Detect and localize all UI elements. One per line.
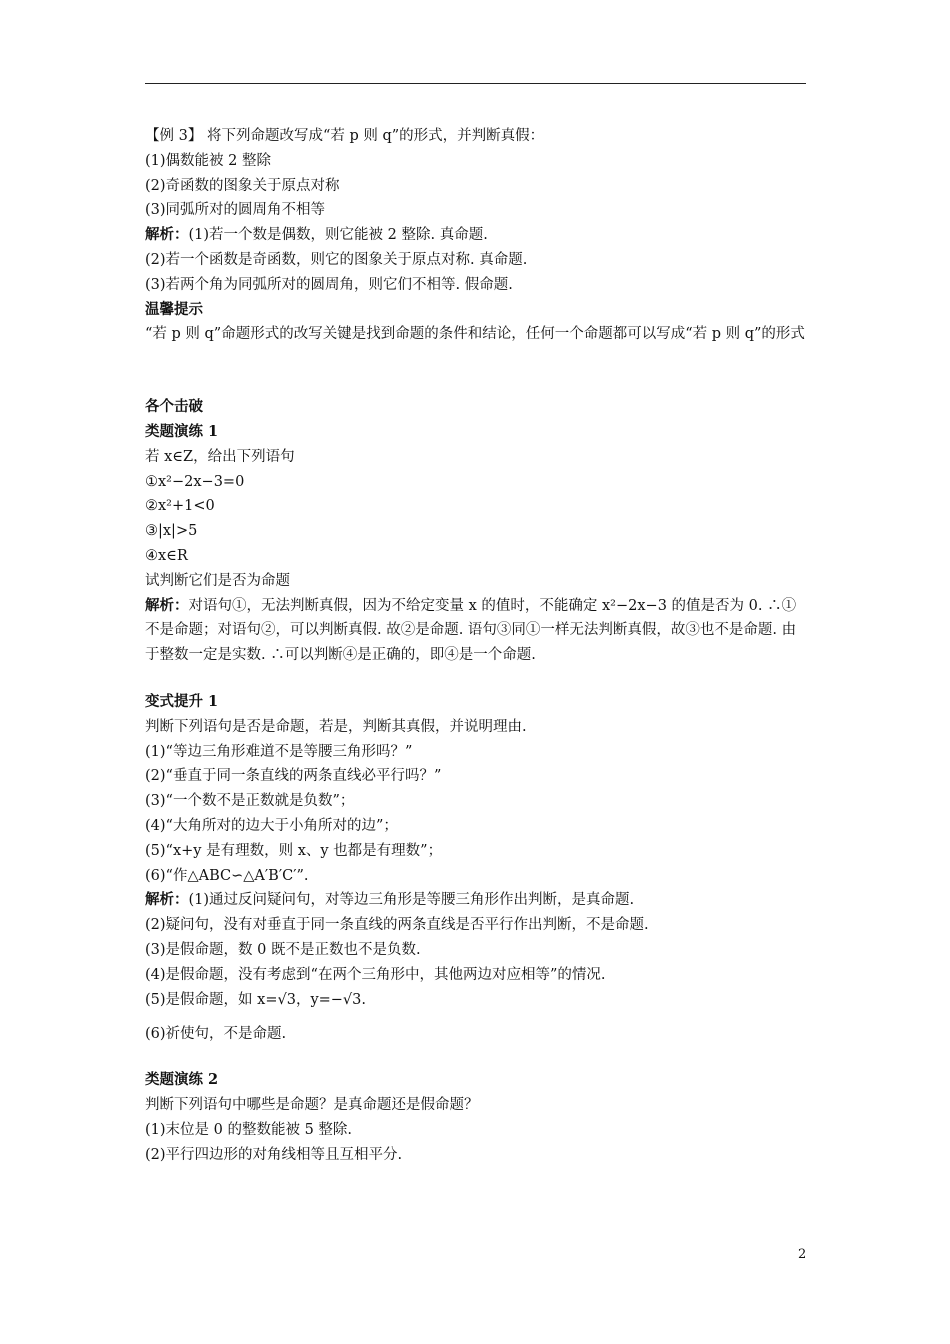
practice2-question: 判断下列语句中哪些是命题？是真命题还是假命题？ bbox=[145, 1097, 479, 1114]
example3-title: 【例 3】 将下列命题改写成“若 p 则 q”的形式，并判断真假： bbox=[145, 128, 545, 144]
header-rule bbox=[145, 83, 806, 84]
practice1-analysis bbox=[145, 594, 810, 668]
variant1-question: 判断下列语句是否是命题，若是，判断其真假，并说明理由. bbox=[145, 718, 527, 735]
practice2-item-2: (2)平行四边形的对角线相等且互相平分. bbox=[145, 1146, 403, 1163]
analysis-text: (1)若一个数是偶数，则它能被 2 整除. 真命题. bbox=[188, 227, 488, 244]
analysis-label: 解析： bbox=[145, 226, 189, 244]
analysis-label: 解析： bbox=[145, 891, 189, 909]
variant1-item-6: (6)“作△ABC∽△A′B′C′”. bbox=[145, 867, 309, 884]
example3-analysis-line-2: (2)若一个函数是奇函数，则它的图象关于原点对称. 真命题. bbox=[145, 251, 528, 268]
document-body bbox=[145, 124, 810, 1167]
section-title: 各个击破 bbox=[145, 398, 203, 416]
variant1-item-3: (3)“一个数不是正数就是负数”； bbox=[145, 793, 355, 810]
analysis-text: (1)通过反问疑问句，对等边三角形是等腰三角形作出判断，是真命题. bbox=[188, 892, 635, 909]
practice1-intro: 若 x∈Z，给出下列语句 bbox=[145, 448, 295, 465]
variant1-item-5: (5)“x+y 是有理数，则 x、y 也都是有理数”； bbox=[145, 842, 443, 859]
page-number: 2 bbox=[798, 1247, 807, 1262]
practice1-question: 试判断它们是否为命题 bbox=[145, 572, 290, 589]
practice1-statement-3: ③|x|>5 bbox=[145, 523, 198, 540]
practice1-statement-4: ④x∈R bbox=[145, 547, 188, 564]
practice1-title: 类题演练 1 bbox=[145, 422, 219, 440]
variant1-item-2: (2)“垂直于同一条直线的两条直线必平行吗？” bbox=[145, 768, 442, 785]
variant1-analysis-line-4: (4)是假命题，没有考虑到“在两个三角形中，其他两边对应相等”的情况. bbox=[145, 966, 606, 983]
tip-title: 温馨提示 bbox=[145, 300, 203, 318]
practice1-statement-1: ①x²−2x−3=0 bbox=[145, 473, 245, 490]
variant1-analysis-line-1 bbox=[145, 888, 810, 913]
practice1-statement-2: ②x²+1<0 bbox=[145, 498, 215, 515]
variant1-analysis-line-6: (6)祈使句，不是命题. bbox=[145, 1025, 287, 1042]
variant1-item-1: (1)“等边三角形难道不是等腰三角形吗？” bbox=[145, 743, 413, 760]
example3-item-2: (2)奇函数的图象关于原点对称 bbox=[145, 177, 340, 194]
practice2-item-1: (1)末位是 0 的整数能被 5 整除. bbox=[145, 1121, 353, 1138]
analysis-text: 对语句①，无法判断真假，因为不给定变量 x 的值时，不能确定 x²−2x−3 的值是否为 0. ∴① 不是命题；对语句②，可以判断真假. 故②是命题. 语句③同①一样无法判断真假，故③也不是命题. 由于整数一定是实数. ∴可以判断④是正确的，即④是一个命题. bbox=[145, 597, 797, 664]
tip-text: “若 p 则 q”命题形式的改写关键是找到命题的条件和结论，任何一个命题都可以写成“若 p 则 q”的形式 bbox=[145, 326, 805, 343]
example3-analysis-line-1 bbox=[145, 223, 810, 248]
example3-item-1: (1)偶数能被 2 整除 bbox=[145, 152, 271, 169]
example3-item-3: (3)同弧所对的圆周角不相等 bbox=[145, 202, 326, 219]
variant1-item-4: (4)“大角所对的边大于小角所对的边”； bbox=[145, 817, 398, 834]
variant1-title: 变式提升 1 bbox=[145, 692, 219, 710]
example3-analysis-line-3: (3)若两个角为同弧所对的圆周角，则它们不相等. 假命题. bbox=[145, 276, 513, 293]
practice2-title: 类题演练 2 bbox=[145, 1071, 219, 1089]
variant1-analysis-line-2: (2)疑问句，没有对垂直于同一条直线的两条直线是否平行作出判断，不是命题. bbox=[145, 917, 649, 934]
analysis-label: 解析： bbox=[145, 596, 189, 614]
variant1-analysis-line-5: (5)是假命题，如 x=√3，y=−√3. bbox=[145, 991, 367, 1008]
variant1-analysis-line-3: (3)是假命题，数 0 既不是正数也不是负数. bbox=[145, 941, 421, 958]
